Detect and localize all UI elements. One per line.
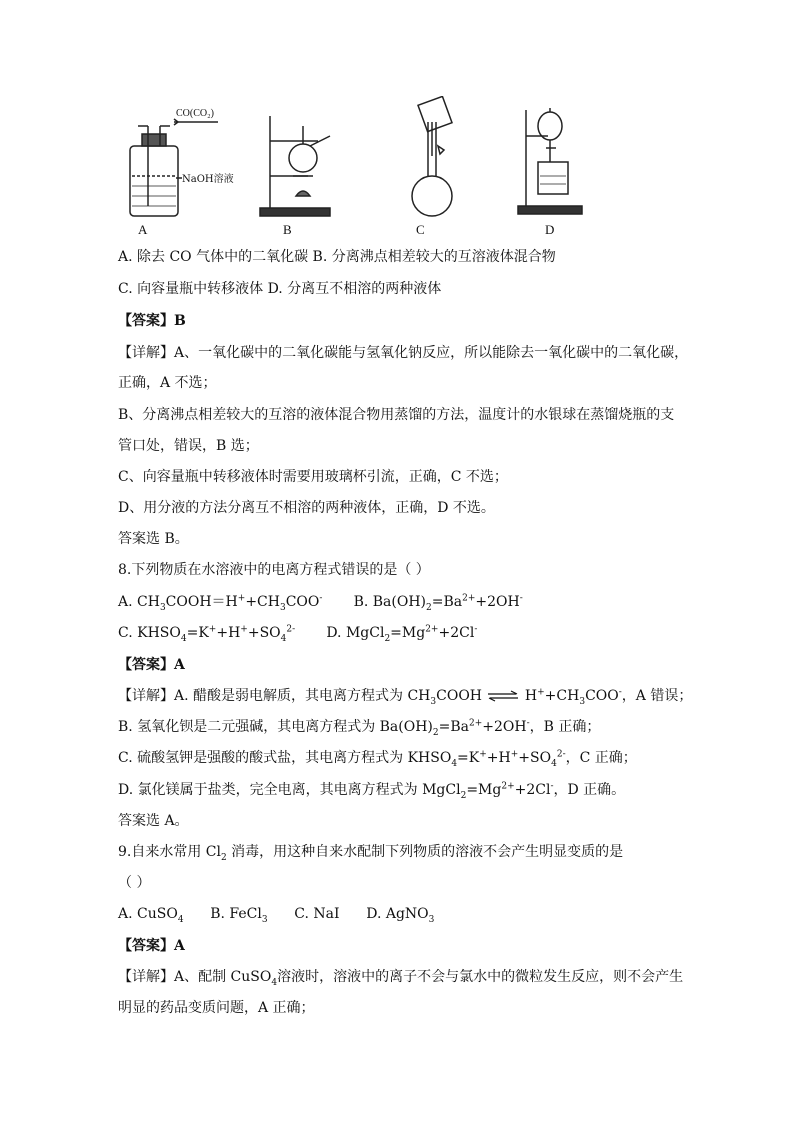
q8-options-cd: C. $KHSO_4=K^++H^++SO_4^{2-}$ D. $MgCl_2=Mg^{2+}+2Cl^-$ bbox=[118, 624, 478, 644]
q7-options-ab: A. 除去 CO 气体中的二氧化碳 B. 分离沸点相差较大的互溶液体混合物 bbox=[118, 249, 556, 265]
q8-detail-c-tail: ，C 正确； bbox=[565, 750, 637, 766]
q9-stem: 9.自来水常用 $Cl_2$ 消毒，用这种自来水配制下列物质的溶液不会产生明显变质的是 bbox=[118, 844, 624, 863]
apparatus-figure bbox=[118, 96, 598, 236]
apparatus-b bbox=[260, 116, 330, 216]
q8-stem: 8.下列物质在水溶液中的电离方程式错误的是（ ） bbox=[118, 562, 430, 578]
equilibrium-arrow-icon bbox=[486, 690, 520, 702]
figure-label-b: B bbox=[283, 222, 292, 237]
q9-detail-1: 【详解】A、配制 CuSO$_4$溶液时，溶液中的离子不会与氯水中的微粒发生反应，则不会产生 bbox=[118, 969, 684, 988]
apparatus-d bbox=[518, 108, 582, 214]
q7-detail-2: 正确，A 不选； bbox=[118, 375, 217, 391]
q9-detail-2: 明显的药品变质问题，A 正确； bbox=[118, 1000, 315, 1016]
q7-conclusion: 答案选 B。 bbox=[118, 531, 189, 547]
q8-detail-c: C. 硫酸氢钾是强酸的酸式盐，其电离方程式为 $KHSO_4=K^++H^++SO_4^{2-}$，C 正确； bbox=[118, 749, 637, 769]
q9-stem-2: 消毒，用这种自来水配制下列物质的溶液不会产生明显变质的是 bbox=[226, 844, 624, 860]
figure-label-a: A bbox=[138, 222, 148, 237]
q7-detail-3: B、分离沸点相差较大的互溶的液体混合物用蒸馏的方法，温度计的水银球在蒸馏烧瓶的支 bbox=[118, 407, 675, 423]
q9-paren: （ ） bbox=[118, 875, 151, 891]
q7-answer: 【答案】B bbox=[118, 313, 186, 329]
q8-detail-d-tail: ，D 正确。 bbox=[553, 782, 626, 798]
apparatus-a-solution-label: NaOH溶液 bbox=[182, 174, 234, 185]
q7-detail-6: D、用分液的方法分离互不相溶的两种液体，正确，D 不选。 bbox=[118, 500, 495, 516]
q8-detail-b-tail: ，B 正确； bbox=[529, 719, 601, 735]
q9-options: A. CuSO$_4$ B. FeCl$_3$ C. NaI D. AgNO$_3$ bbox=[118, 906, 435, 925]
q8-detail-d: D. 氯化镁属于盐类，完全电离，其电离方程式为 $MgCl_2=Mg^{2+}+2Cl^-$，D 正确。 bbox=[118, 781, 626, 801]
figure-label-d: D bbox=[545, 222, 555, 237]
q7-options-cd: C. 向容量瓶中转移液体 D. 分离互不相溶的两种液体 bbox=[118, 281, 442, 297]
q8-detail-a: 【详解】A. 醋酸是弱电解质，其电离方程式为 $CH_3COOH$ $H^++CH_3COO^-$，A 错误； bbox=[118, 687, 693, 707]
apparatus-c bbox=[412, 96, 452, 216]
apparatus-a bbox=[130, 108, 234, 216]
q8-detail-c-text: C. 硫酸氢钾是强酸的酸式盐，其电离方程式为 bbox=[118, 750, 408, 766]
q8-detail-a-text: 【详解】A. 醋酸是弱电解质，其电离方程式为 bbox=[118, 688, 408, 704]
q7-detail-1: 【详解】A、一氧化碳中的二氧化碳能与氢氧化钠反应，所以能除去一氧化碳中的二氧化碳， bbox=[118, 345, 689, 361]
q8-detail-a-tail: ，A 错误； bbox=[621, 688, 693, 704]
q8-detail-b-text: B. 氢氧化钡是二元强碱，其电离方程式为 bbox=[118, 719, 380, 735]
q8-conclusion: 答案选 A。 bbox=[118, 813, 189, 829]
q8-options-ab: A. $CH_3COOH=H^++CH_3COO^-$ B. $Ba(OH)_2=Ba^{2+}+2OH^-$ bbox=[118, 593, 523, 613]
q8-answer: 【答案】A bbox=[118, 657, 185, 673]
q9-detail-1-tail: 溶液时，溶液中的离子不会与氯水中的微粒发生反应，则不会产生 bbox=[277, 969, 684, 985]
q9-answer: 【答案】A bbox=[118, 938, 185, 954]
q9-detail-1-text: 【详解】A、配制 CuSO bbox=[118, 969, 272, 985]
figure-label-c: C bbox=[416, 222, 425, 237]
q7-detail-4: 管口处，错误，B 选； bbox=[118, 438, 259, 454]
q8-detail-b: B. 氢氧化钡是二元强碱，其电离方程式为 $Ba(OH)_2=Ba^{2+}+2OH^-$，B 正确； bbox=[118, 718, 601, 738]
q7-detail-5: C、向容量瓶中转移液体时需要用玻璃杯引流，正确，C 不选； bbox=[118, 469, 508, 485]
apparatus-a-gas-label: CO(CO₂) bbox=[176, 108, 214, 119]
q8-detail-d-text: D. 氯化镁属于盐类，完全电离，其电离方程式为 bbox=[118, 782, 423, 798]
q9-stem-1: 9.自来水常用 Cl bbox=[118, 844, 221, 860]
